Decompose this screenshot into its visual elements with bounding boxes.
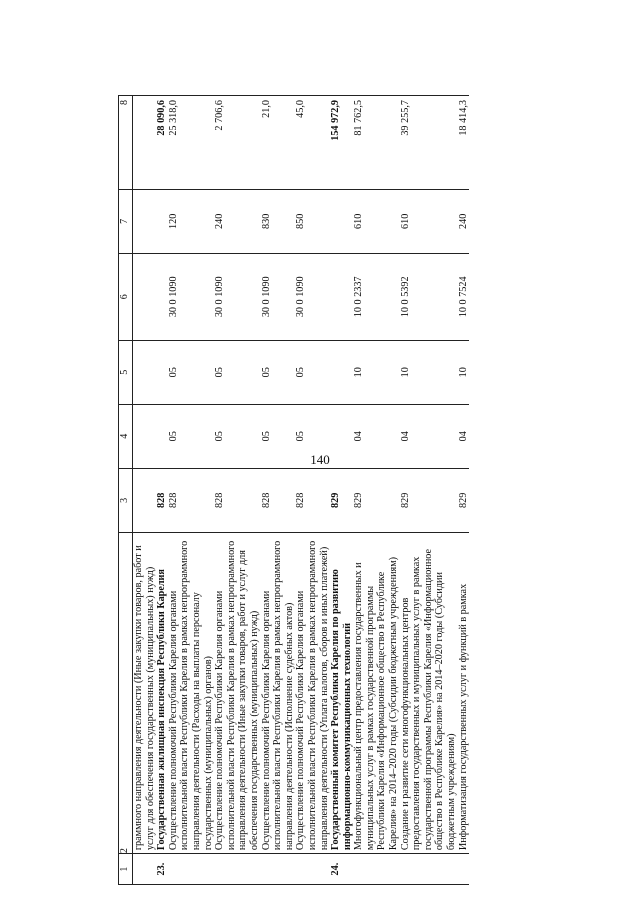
cell-c6: 10 0 5392 [400,253,458,340]
cell-c8: 25 318,0 [168,96,214,190]
cell-num [353,854,399,885]
cell-c4: 05 [261,404,296,468]
cell-c7: 850 [295,189,330,253]
cell-desc: Осуществление полномочий Республики Карелия органами исполнительной власти Республики Карелия в рамках непрограммного направления деятельности (Исполнение судебных актов) [261,532,296,853]
cell-c5: 05 [168,340,214,404]
cell-c8 [133,96,157,190]
cell-c8: 81 762,5 [353,96,399,190]
cell-c6: 30 0 1090 [295,253,330,340]
cell-c5: 05 [261,340,296,404]
cell-c4: 05 [168,404,214,468]
cell-c6: 30 0 1090 [214,253,260,340]
header-col-4: 4 [119,404,133,468]
cell-c4 [133,404,157,468]
table-row [168,96,214,885]
cell-num: 24. [330,854,353,885]
cell-num: 23. [156,854,168,885]
cell-c6: 30 0 1090 [261,253,296,340]
cell-c3: 828 [214,468,260,532]
header-col-6: 6 [119,253,133,340]
cell-c4 [156,404,168,468]
cell-c8: 21,0 [261,96,296,190]
table-row [214,96,260,885]
cell-c7: 240 [214,189,260,253]
header-col-1: 1 [119,854,133,885]
table-body [133,96,470,885]
cell-c6 [156,253,168,340]
cell-c7: 240 [458,189,470,253]
table-header-row [119,96,133,885]
cell-c7 [330,189,353,253]
cell-num [133,854,157,885]
cell-desc: Осуществление полномочий Республики Карелия органами исполнительной власти Республики Карелия в рамках непрограммного направления деятельности (Уплата налогов, сборов и иных платежей) [295,532,330,853]
cell-num [295,854,330,885]
header-col-5: 5 [119,340,133,404]
cell-c8: 39 255,7 [400,96,458,190]
cell-c6: 30 0 1090 [168,253,214,340]
cell-c6 [330,253,353,340]
cell-c8: 2 706,6 [214,96,260,190]
cell-c4: 05 [214,404,260,468]
cell-c5: 10 [458,340,470,404]
cell-c5 [330,340,353,404]
cell-c3: 829 [330,468,353,532]
cell-num [458,854,470,885]
cell-desc: Государственная жилищная инспекция Республики Карелия [156,532,168,853]
cell-c3 [133,468,157,532]
header-col-8: 8 [119,96,133,190]
cell-desc: Осуществление полномочий Республики Карелия органами исполнительной власти Республики Карелия в рамках непрограммного направления деятельности (Расходы на выплаты персоналу государственных (муниципальных) органов) [168,532,214,853]
cell-c6 [133,253,157,340]
cell-c5: 05 [295,340,330,404]
cell-c7 [156,189,168,253]
cell-num [400,854,458,885]
cell-c5: 10 [353,340,399,404]
budget-table [118,95,469,885]
cell-c7: 120 [168,189,214,253]
cell-desc: граммного направления деятельности (Иные закупки товаров, работ и услуг для обеспечения государственных (муниципальных) нужд) [133,532,157,853]
cell-c5: 05 [214,340,260,404]
cell-num [168,854,214,885]
header-col-7: 7 [119,189,133,253]
cell-num [214,854,260,885]
header-col-2: 2 [119,532,133,853]
cell-c5 [156,340,168,404]
table-row [458,96,470,885]
cell-c5 [133,340,157,404]
table-row [330,96,353,885]
cell-c8: 45,0 [295,96,330,190]
cell-c5: 10 [400,340,458,404]
budget-table-rotated [118,95,618,885]
cell-c7: 610 [400,189,458,253]
header-col-3: 3 [119,468,133,532]
cell-desc: Многофункциональный центр предоставления государственных и муниципальных услуг в рамках государственной программы Республики Карелия «Информационное общество в Республике Карелия» на 2014–2020 годы (Субсидии бюджетным учреждениям) [353,532,399,853]
table-row [156,96,168,885]
cell-c6: 10 0 2337 [353,253,399,340]
cell-c8: 154 972,9 [330,96,353,190]
cell-c6: 10 0 7524 [458,253,470,340]
cell-c3: 829 [458,468,470,532]
cell-c4: 04 [400,404,458,468]
cell-c7 [133,189,157,253]
cell-c4: 04 [458,404,470,468]
cell-desc: Информатизация государственных услуг и функций в рамках [458,532,470,853]
table-row [295,96,330,885]
cell-c3: 828 [295,468,330,532]
cell-c4 [330,404,353,468]
cell-c8: 28 090,6 [156,96,168,190]
cell-c7: 610 [353,189,399,253]
cell-c3: 828 [261,468,296,532]
cell-c3: 829 [353,468,399,532]
cell-desc: Создание и развитие сети многофункциональных центров предоставления государственных и муниципальных услуг в рамках государственной программы Республики Карелия «Информационное общество в Республике Карелия» на 2014–2020 годы (Субсидии бюджетным учреждениям) [400,532,458,853]
table-row [133,96,157,885]
table-row [353,96,399,885]
cell-desc: Государственный комитет Республики Карелия по развитию информационно-коммуникационных технологий [330,532,353,853]
cell-c8: 18 414,3 [458,96,470,190]
cell-c7: 830 [261,189,296,253]
cell-desc: Осуществление полномочий Республики Карелия органами исполнительной власти Республики Карелия в рамках непрограммного направления деятельности (Иные закупки товаров, работ и услуг для обеспечения государственных (муниципальных) нужд) [214,532,260,853]
cell-num [261,854,296,885]
cell-c3: 828 [168,468,214,532]
cell-c4: 05 [295,404,330,468]
cell-c3: 828 [156,468,168,532]
page-number: 140 [310,452,330,467]
table-row [261,96,296,885]
cell-c3: 829 [400,468,458,532]
table-row [400,96,458,885]
cell-c4: 04 [353,404,399,468]
